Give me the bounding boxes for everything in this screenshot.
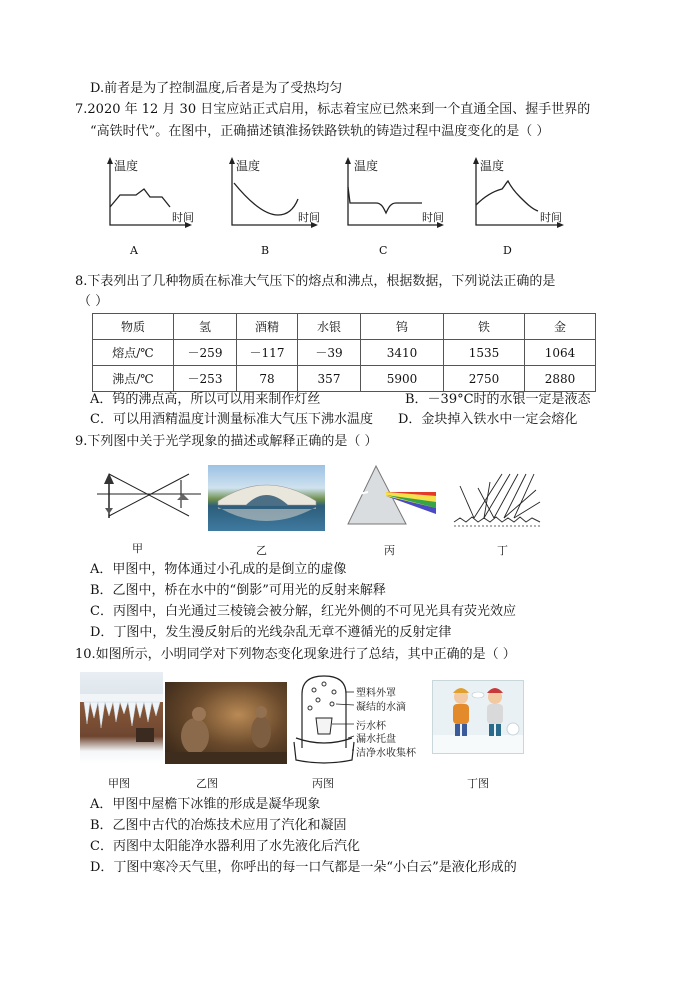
table-cell: 5900	[361, 366, 444, 392]
graph-b-ylabel: 温度	[236, 159, 261, 173]
q10-stem: 10.如图所示，小明同学对下列物态变化现象进行了总结，其中正确的是（ ）	[75, 647, 516, 662]
label-leader	[348, 736, 354, 738]
bridge-reflection	[218, 507, 316, 521]
worker-head	[192, 707, 206, 721]
graph-d-ylabel: 温度	[480, 159, 505, 173]
q9-option-c: C．丙图中，白光通过三棱镜会被分解，红光外侧的不可见光具有荧光效应	[90, 604, 516, 619]
bridge-svg	[208, 465, 325, 531]
q10-icicle-photo	[80, 672, 163, 764]
pinhole-object-arrow	[104, 473, 114, 484]
reflected-ray	[478, 488, 494, 518]
q9-caption-bing: 丙	[384, 544, 395, 557]
q7-caption-d: D	[503, 244, 512, 257]
table-header-cell: 钨	[361, 314, 444, 340]
table-cell: 3410	[361, 340, 444, 366]
diffuse-svg	[452, 472, 542, 530]
q9-option-a: A．甲图中，物体通过小孔成的是倒立的虚像	[90, 562, 347, 577]
q7-graph-b	[222, 155, 322, 235]
q7-caption-a: A	[130, 244, 138, 257]
child-leg	[462, 724, 467, 736]
smelting-svg	[165, 682, 287, 764]
label-plastic-cover: 塑料外罩	[356, 688, 396, 699]
table-cell: 沸点/℃	[93, 366, 174, 392]
q9-option-d: D．丁图中，发生漫反射后的光线杂乱无章不遵循光的反射定律	[90, 625, 452, 640]
pinhole-svg	[95, 470, 205, 526]
q6-option-d: D.前者是为了控制温度,后者是为了受热均匀	[90, 81, 343, 96]
child-leg	[455, 724, 460, 736]
table-cell: －39	[298, 340, 361, 366]
child-hat	[453, 688, 469, 693]
table-row	[93, 340, 596, 366]
graph-c-curve	[348, 187, 422, 213]
icicle-svg	[80, 672, 163, 764]
q10-caption-yi: 乙图	[196, 777, 218, 790]
graph-d-y-arrow	[473, 157, 479, 164]
q8-option-d: D．金块掉入铁水中一定会熔化	[398, 412, 578, 427]
q7-caption-c: C	[379, 244, 388, 257]
house-window	[136, 728, 154, 742]
droplet	[330, 702, 334, 706]
table-cell: 1535	[444, 340, 525, 366]
ground	[165, 752, 287, 764]
graph-c-xlabel: 时间	[422, 211, 444, 224]
incident-ray	[504, 474, 526, 518]
droplet	[322, 682, 326, 686]
table-header-cell: 氢	[174, 314, 237, 340]
q7-stem-line2: “高铁时代”。在图中，正确描述镇淮扬铁路铁轨的铸造过程中温度变化的是（ ）	[90, 124, 550, 139]
snow-ground	[433, 735, 523, 753]
label-leak-tray: 漏水托盘	[356, 734, 396, 745]
graph-a-xlabel: 时间	[172, 211, 194, 224]
q10-option-b: B．乙图中古代的冶炼技术应用了汽化和凝固	[90, 818, 347, 833]
q10-caption-bing: 丙图	[312, 777, 334, 790]
droplet	[332, 690, 336, 694]
graph-c-y-arrow	[345, 157, 351, 164]
snowman	[507, 723, 519, 735]
q8-option-c: C．可以用酒精温度计测量标准大气压下沸水温度	[90, 412, 373, 427]
q7-stem-line1: 7.2020 年 12 月 30 日宝应站正式启用，标志着宝应已然来到一个直通全国、握手世界的	[75, 102, 591, 117]
table-header-cell: 水银	[298, 314, 361, 340]
q10-breath-photo	[432, 680, 524, 754]
roof-snow	[80, 694, 163, 702]
graph-c-ylabel: 温度	[354, 159, 379, 173]
q8-stem-line1: 8.下表列出了几种物质在标准大气压下的熔点和沸点，根据数据，下列说法正确的是	[75, 274, 556, 289]
q7-graph-d	[466, 155, 570, 235]
table-row	[93, 366, 596, 392]
melting-boiling-table	[92, 313, 596, 392]
q10-option-d: D．丁图中寒冷天气里，你呼出的每一口气都是一朵“小白云”是液化形成的	[90, 860, 517, 875]
q10-option-a: A．甲图中屋檐下冰锥的形成是凝华现象	[90, 797, 321, 812]
table-cell: 1064	[525, 340, 596, 366]
pinhole-image	[177, 494, 189, 500]
reflected-ray	[460, 486, 474, 518]
child-leg	[496, 724, 501, 736]
droplet	[312, 688, 316, 692]
droplet	[308, 706, 312, 710]
q7-graph-c	[338, 155, 450, 235]
q9-bridge-photo	[208, 465, 325, 531]
breath-svg	[433, 681, 523, 753]
q8-option-b: B．－39°C时的水银一定是液态	[405, 392, 591, 407]
pinhole-object-tail	[105, 508, 113, 514]
q8-stem-line2: （ ）	[78, 294, 109, 309]
q10-caption-ding: 丁图	[467, 777, 489, 790]
q9-caption-yi: 乙	[256, 544, 267, 557]
table-header-cell: 酒精	[237, 314, 298, 340]
q10-purifier-diagram	[290, 672, 430, 767]
q9-stem: 9.下列图中关于光学现象的描述或解释正确的是（ ）	[75, 434, 378, 449]
label-dirty-cup: 污水杯	[356, 721, 386, 732]
q9-diffuse-figure	[452, 472, 542, 530]
leak-tray	[296, 738, 352, 743]
q9-prism-figure	[340, 462, 436, 528]
worker-figure	[181, 718, 209, 754]
worker-head	[255, 706, 267, 718]
table-cell: 2880	[525, 366, 596, 392]
q10-caption-jia: 甲图	[108, 777, 130, 790]
q7-caption-b: B	[261, 244, 270, 257]
worker-figure	[251, 716, 271, 748]
child-coat	[487, 704, 503, 724]
table-cell: 熔点/℃	[93, 340, 174, 366]
table-header-cell: 物质	[93, 314, 174, 340]
graph-b-curve	[234, 183, 298, 215]
q8-option-a: A．钨的沸点高，所以可以用来制作灯丝	[90, 392, 321, 407]
clean-water-cup	[294, 742, 354, 763]
table-cell: 78	[237, 366, 298, 392]
prism-svg	[340, 462, 436, 528]
graph-d-xlabel: 时间	[540, 211, 562, 224]
droplet	[316, 698, 320, 702]
label-leader	[336, 704, 354, 705]
child-hat	[487, 688, 503, 693]
table-cell: －259	[174, 340, 237, 366]
q9-caption-ding: 丁	[497, 544, 508, 557]
table-header-cell: 铁	[444, 314, 525, 340]
q10-smelting-photo	[165, 682, 287, 764]
rough-surface	[454, 517, 540, 522]
graph-a-ylabel: 温度	[114, 159, 139, 173]
breath-cloud	[472, 692, 484, 698]
q9-pinhole-figure	[95, 470, 205, 526]
graph-d-curve	[476, 181, 538, 211]
graph-b-y-arrow	[229, 157, 235, 164]
label-clean-cup: 洁净水收集杯	[356, 748, 416, 759]
table-cell: 2750	[444, 366, 525, 392]
dirty-water-cup	[316, 718, 332, 734]
q9-caption-jia: 甲	[132, 542, 143, 555]
plastic-cover	[302, 676, 346, 748]
table-cell: －253	[174, 366, 237, 392]
graph-a-y-arrow	[107, 157, 113, 164]
child-leg	[489, 724, 494, 736]
q10-option-c: C．丙图中太阳能净水器利用了水先液化后汽化	[90, 839, 360, 854]
table-cell: －117	[237, 340, 298, 366]
label-droplets: 凝结的水滴	[356, 702, 406, 713]
table-header-cell: 金	[525, 314, 596, 340]
icicles	[84, 702, 160, 728]
q9-option-b: B．乙图中，桥在水中的“倒影”可用光的反射来解释	[90, 583, 386, 598]
q7-graph-a	[100, 155, 195, 235]
table-cell: 357	[298, 366, 361, 392]
graph-b-xlabel: 时间	[298, 211, 320, 224]
child-coat	[453, 704, 469, 724]
graph-a-curve	[110, 189, 170, 207]
table-header-row	[93, 314, 596, 340]
